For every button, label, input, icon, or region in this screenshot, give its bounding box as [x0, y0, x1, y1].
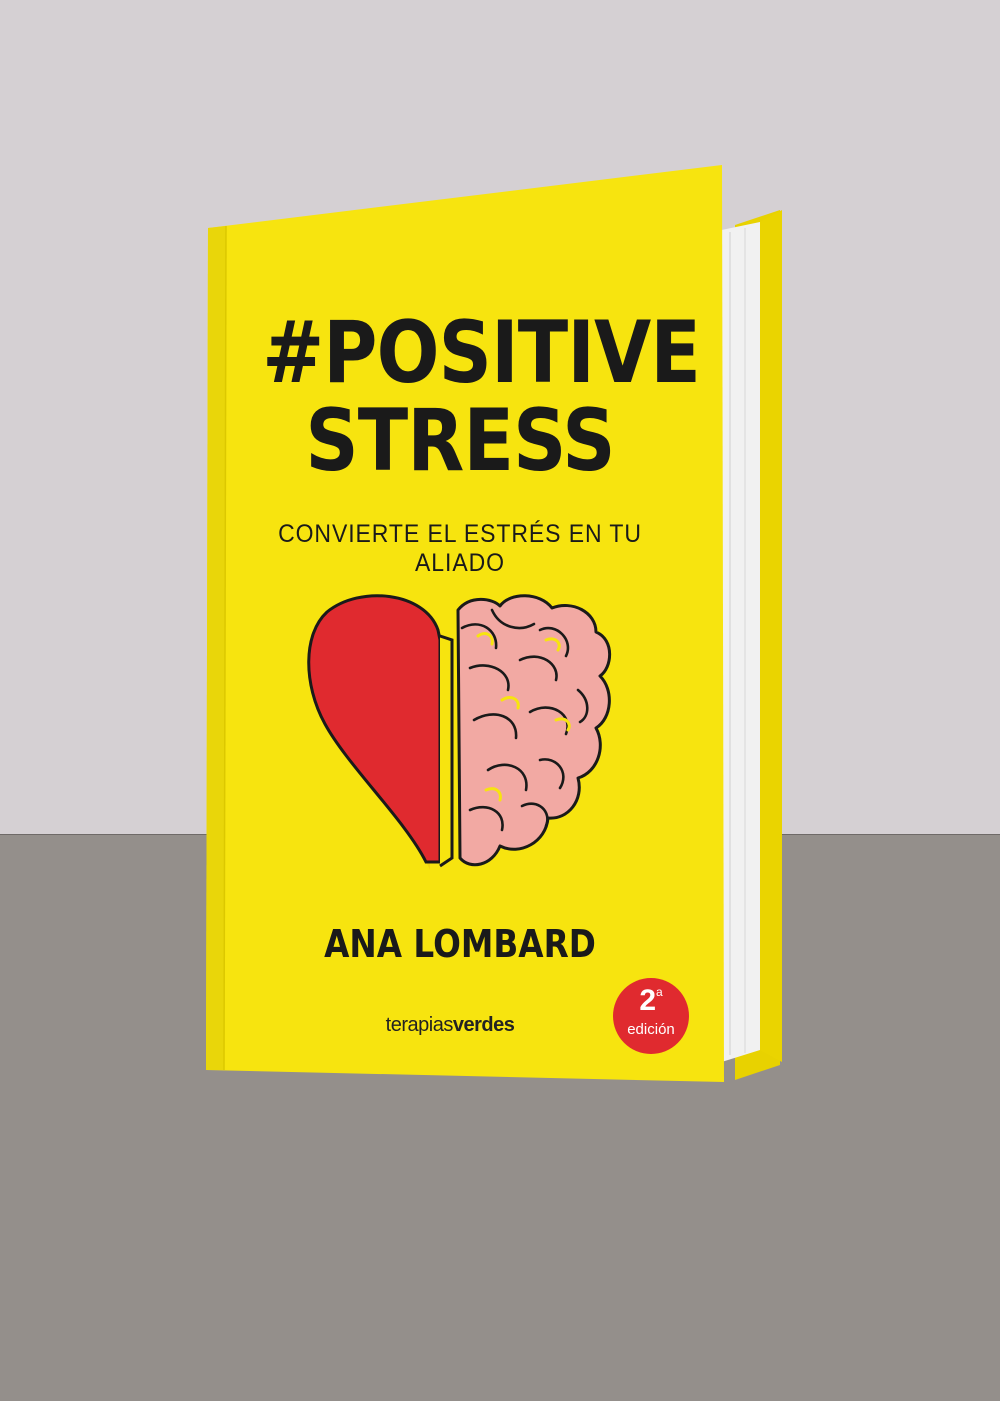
edition-number: 2$^a$ — [639, 984, 663, 1017]
book-author: ANA LOMBARD — [324, 922, 596, 966]
edition-label: edición — [627, 1021, 675, 1038]
publisher-logo — [360, 1014, 540, 1037]
book-subtitle: CONVIERTE EL ESTRÉS EN TU ALIADO — [278, 520, 642, 577]
publisher-name-bold: verdes — [452, 1014, 515, 1036]
book-title-line2: STRESS — [305, 391, 615, 491]
book-title-line1: #POSITIVE — [262, 303, 701, 403]
book-spine — [760, 210, 782, 1062]
edition-badge — [613, 978, 689, 1054]
publisher-name-light: terapias — [385, 1014, 453, 1036]
